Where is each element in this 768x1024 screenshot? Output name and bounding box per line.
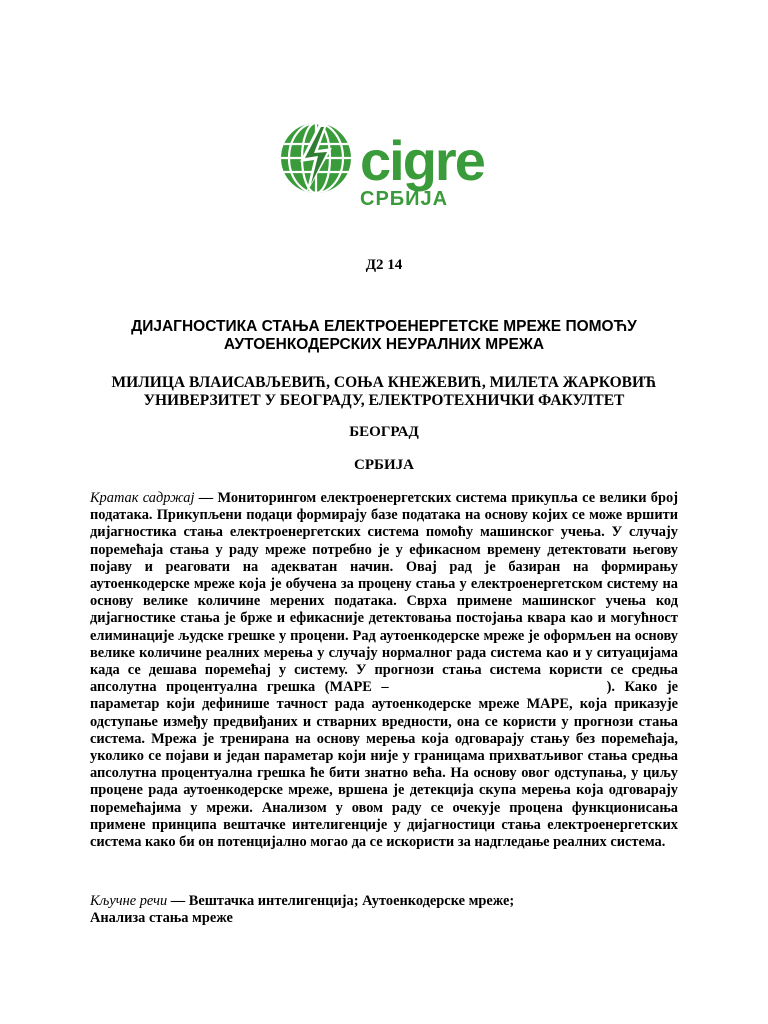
logo-subtitle: СРБИЈА [360, 188, 449, 210]
country: СРБИЈА [354, 457, 414, 473]
keywords-line-1: — Вештачка интелигенција; Аутоенкодерске мреже; [167, 893, 515, 909]
authors: МИЛИЦА ВЛАИСАВЉЕВИЋ, СОЊА КНЕЖЕВИЋ, МИЛЕТА ЖАРКОВИЋ [111, 374, 657, 391]
title-line-2: АУТОЕНКОДЕРСКИХ НЕУРАЛНИХ МРЕЖА [223, 336, 545, 353]
paper-title [80, 318, 688, 354]
abstract-text-part-2: ). Како је параметар који дефинише тачност рада аутоенкодерске мреже МАРЕ, која приказује одступање између предвиђаних и стварних вредности, она се користи у прогнози стања система. Мрежа је тренирана на основу мерења која одговарају стању без поремећаја, уколико се појави и један параметар који није у границама прихватљивог стања средња апсолутна процентуална грешка ће бити знатно већа. На основу овог одступања, у циљу процене рада аутоенкодерске мреже, вршена је детекција скупа мерења која одговарају поремећајима у мрежи. Анализом у овом раду се очекује процена функционисања примене принципа вештачке интелигенције у дијагностици стања електроенергетских система како би он потенцијално могао да се искористи за надгледање реалних система. [90, 679, 678, 851]
document-code: Д2 14 [365, 257, 403, 273]
author-block [80, 374, 688, 410]
abstract-text-part-1: — Мониторингом електроенергетских система прикупља се велики број података. Прикупљени подаци формирају базе података на основу којих се може вршити дијагностика стања електроенергетских система помоћу машинског учења. У случају поремећаја стања у раду мреже потребно је у ефикасном времену детектовати његову појаву и реаговати на адекватан начин. Овај рад је базиран на формирању аутоенкодерске мреже која је обучена за процену стања у електроенергетском систему на основу велике количине мерених података. Сврха примене машинског учења код дијагностике стања је брже и ефикасније детектовања постојања квара као и могућност елиминације људске грешке у процени. Рад аутоенкодерске мреже је оформљен на основу велике количине реалних мерења у случају нормалног рада система као и у ситуацијама када се дешава поремећај у систему. У прогнози стања система користи се средња апсолутна процентуална грешка (МАРЕ – [90, 490, 678, 696]
abstract-label: Кратак садржај [90, 490, 195, 506]
title-line-1: ДИЈАГНОСТИКА СТАЊА ЕЛЕКТРОЕНЕРГЕТСКЕ МРЕЖЕ ПОМОЋУ [131, 318, 637, 335]
affiliation: УНИВЕРЗИТЕТ У БЕОГРАДУ, ЕЛЕКТРОТЕХНИЧКИ ФАКУЛТЕТ [143, 392, 625, 409]
cigre-globe-icon [280, 118, 495, 198]
keywords [90, 893, 678, 927]
abstract [90, 490, 678, 851]
city: БЕОГРАД [349, 424, 419, 440]
cigre-wordmark: cigre [360, 129, 484, 192]
keywords-label: Кључне речи [90, 893, 168, 909]
keywords-line-2: Анализа стања мреже [90, 910, 233, 927]
